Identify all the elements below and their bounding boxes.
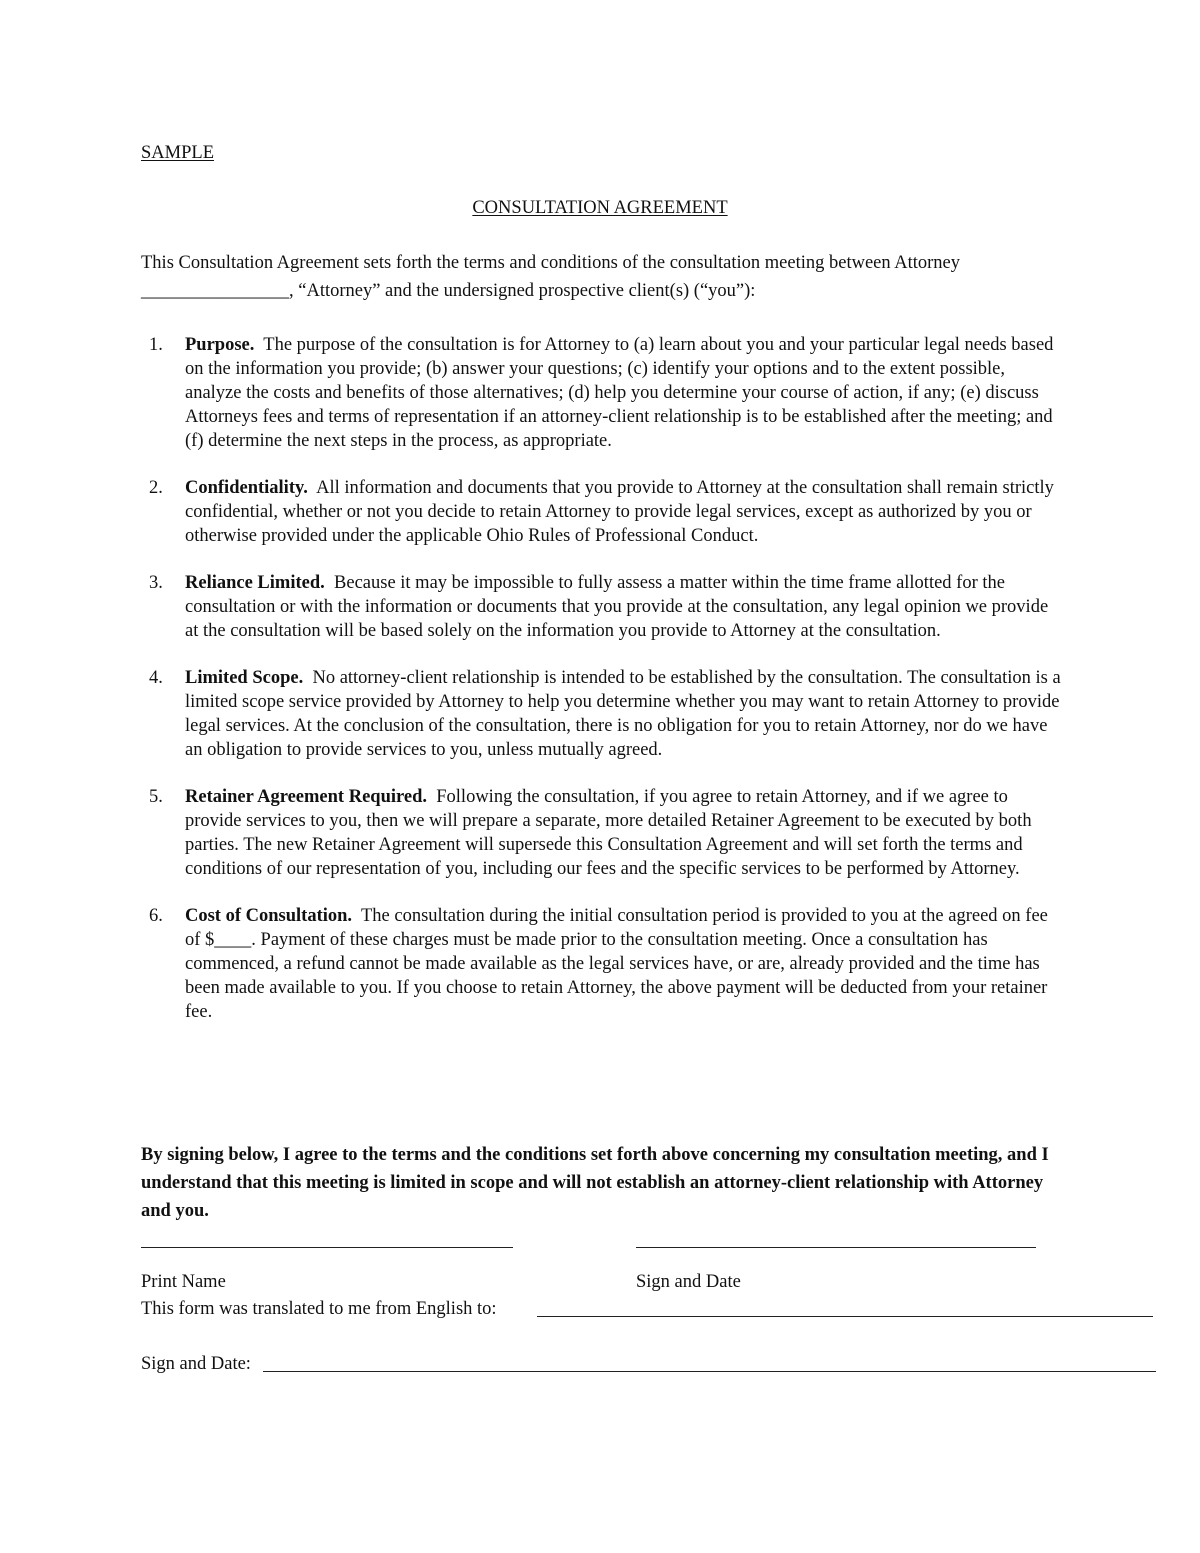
term-text: The consultation during the initial consultation period is provided to you at the agreed on fee of $____. Payment of these charges must be made prior to the consultation meeting. Once a consultation has commenced, a refund cannot be made available as the legal services have, or are, already provided and the time has been made available to you. If you choose to retain Attorney, the above payment will be deducted from your retainer fee.	[185, 906, 1048, 1022]
term-text: No attorney-client relationship is intended to be established by the consultation. The consultation is a limited scope service provided by Attorney to help you determine whether you may want to retain Attorney to provide legal services. At the conclusion of the consultation, there is no obligation for you to retain Attorney, nor do we have an obligation to provide services to you, unless mutually agreed.	[185, 668, 1061, 760]
intro-line-1: This Consultation Agreement sets forth the terms and conditions of the consultation meeting between Attorney	[141, 253, 960, 273]
term-number: 6.	[149, 906, 163, 926]
term-number: 2.	[149, 478, 163, 498]
term-heading: Confidentiality.	[185, 478, 308, 498]
translation-label: This form was translated to me from English to:	[141, 1299, 497, 1319]
term-number: 4.	[149, 668, 163, 688]
term-cost-of-consultation	[141, 904, 1063, 1024]
term-purpose	[141, 333, 1063, 453]
term-heading: Retainer Agreement Required.	[185, 787, 427, 807]
term-limited-scope	[141, 666, 1063, 762]
term-heading: Reliance Limited.	[185, 573, 325, 593]
final-sign-line[interactable]	[263, 1371, 1156, 1372]
terms-list	[141, 333, 1063, 1047]
final-sign-row	[141, 1352, 1021, 1376]
term-confidentiality	[141, 476, 1063, 548]
term-text: Because it may be impossible to fully assess a matter within the time frame allotted for the consultation or with the information or documents that you provide at the consultation, any legal opinion we provide at the consultation will be based solely on the information you provide to Attorney at the consultation.	[185, 573, 1049, 641]
sign-date-line[interactable]	[636, 1247, 1036, 1248]
term-text: Following the consultation, if you agree to retain Attorney, and if we agree to provide services to you, then we will prepare a separate, more detailed Retainer Agreement to be executed by both parties. The new Retainer Agreement will supersede this Consultation Agreement and will set forth the terms and conditions of our representation of you, including our fees and the specific services to be performed by Attorney.	[185, 787, 1032, 879]
term-text: All information and documents that you provide to Attorney at the consultation shall remain strictly confidential, whether or not you decide to retain Attorney to provide legal services, except as authorized by you or otherwise provided under the applicable Ohio Rules of Professional Conduct.	[185, 478, 1054, 546]
final-sign-label: Sign and Date:	[141, 1354, 251, 1374]
translation-row	[141, 1297, 1021, 1321]
term-heading: Cost of Consultation.	[185, 906, 353, 926]
sign-date-label: Sign and Date	[636, 1272, 741, 1292]
closing-statement: By signing below, I agree to the terms and the conditions set forth above concerning my consultation meeting, and I understand that this meeting is limited in scope and will not establish an attorney-client relationship with Attorney and you.	[141, 1145, 1049, 1221]
term-number: 1.	[149, 335, 163, 355]
print-name-line[interactable]	[141, 1247, 513, 1248]
print-name-label: Print Name	[141, 1272, 226, 1292]
term-reliance-limited	[141, 571, 1063, 643]
intro-line-2: ________________, “Attorney” and the undersigned prospective client(s) (“you”):	[141, 281, 756, 301]
term-text: The purpose of the consultation is for Attorney to (a) learn about you and your particular legal needs based on the information you provide; (b) answer your questions; (c) identify your options and to the extent possible, analyze the costs and benefits of those alternatives; (d) help you determine your course of action, if any; (e) discuss Attorneys fees and terms of representation if an attorney-client relationship is to be established after the meeting; and (f) determine the next steps in the process, as appropriate.	[185, 335, 1054, 451]
document-title: CONSULTATION AGREEMENT	[472, 198, 728, 218]
intro-paragraph	[141, 251, 1071, 303]
sample-label: SAMPLE	[141, 143, 214, 163]
translation-language-line[interactable]	[537, 1316, 1153, 1317]
term-heading: Purpose.	[185, 335, 255, 355]
term-number: 3.	[149, 573, 163, 593]
term-retainer-agreement	[141, 785, 1063, 881]
term-heading: Limited Scope.	[185, 668, 304, 688]
term-number: 5.	[149, 787, 163, 807]
